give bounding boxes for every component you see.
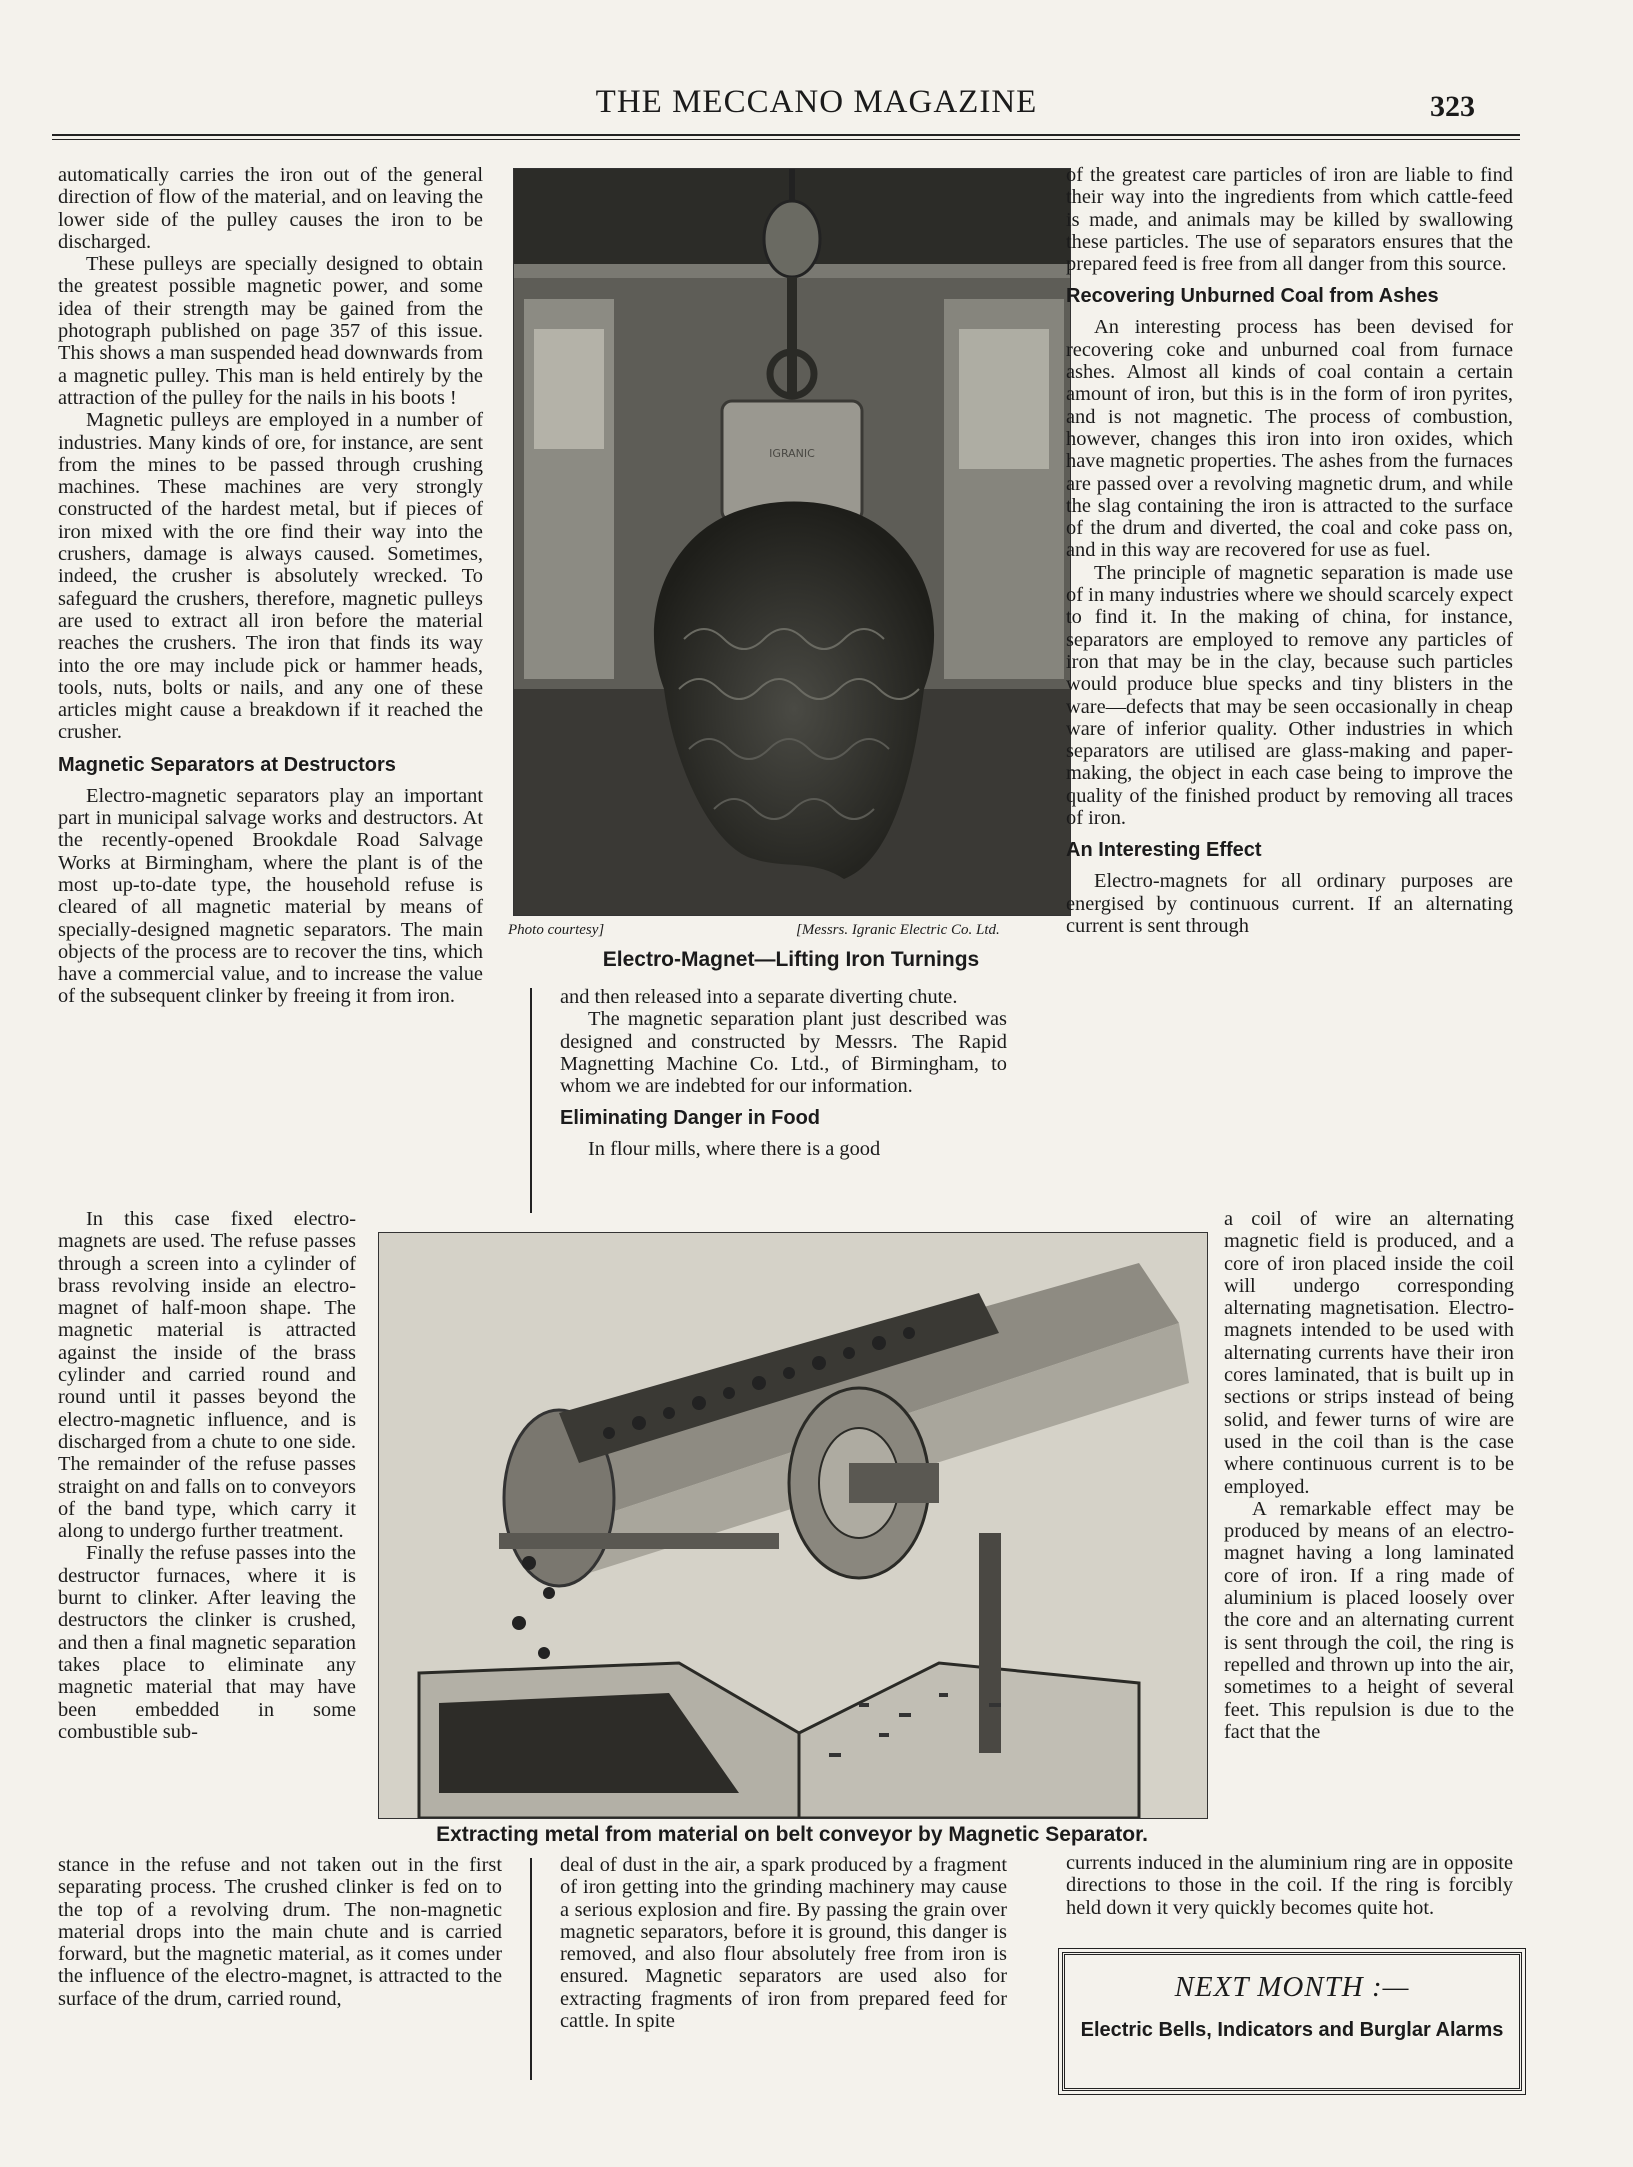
next-month-label: NEXT MONTH :— [1174, 1971, 1410, 2003]
column-1-bottom [58, 1854, 502, 2010]
paragraph: The magnetic separation plant just described was designed and constructed by Messrs. The Rapid Magnetting Machine Co. Ltd., of Birmingham, to whom we are indebted for our information. [560, 1008, 1007, 1098]
column-2-bottom [560, 1854, 1007, 2032]
column-1-top [58, 164, 483, 1008]
paragraph: Electro-magnetic separators play an important part in municipal salvage works and destructors. At the recently-opened Brookdale Road Salvage Works at Birmingham, where the plant is of the most up-to-date type, the household refuse is cleared of all magnetic material by means of specially-designed magnetic separators. The main objects of the process are to recover the tins, which have a commercial value, and to increase the value of the subsequent clinker by freeing it from iron. [58, 784, 483, 1008]
section-heading-coal: Recovering Unburned Coal from Ashes [1066, 285, 1439, 308]
paragraph: Magnetic pulleys are employed in a number of industries. Many kinds of ore, for instance, are sent from the mines to be passed through crushing machines. These machines are very strongly constructed of the hardest metal, but if pieces of iron mixed with the ore find their way into the crushers, damage is always caused. Sometimes, indeed, the crusher is absolutely wrecked. To safeguard the crushers, therefore, magnetic pulleys are used to extract all iron before the material reaches the crushers. The iron that finds its way into the ore may include pick or hammer heads, tools, nuts, bolts or nails, and any one of these articles might cause a breakdown if it reached the crusher. [58, 409, 483, 744]
column-2-mid [560, 986, 1007, 1161]
photo-caption-conveyor: Extracting metal from material on belt conveyor by Magnetic Separator. [436, 1823, 1148, 1846]
conveyor-separator-photo [378, 1232, 1208, 1819]
paragraph: stance in the refuse and not taken out in the first separating process. The crushed clinker is fed on to the top of a revolving drum. The non-magnetic material drops into the main chute and is carried forward, but the magnetic material, as it comes under the influence of the electro-magnet, is attracted to the surface of the drum, carried round, [58, 1854, 502, 2010]
paragraph: and then released into a separate diverting chute. [560, 986, 958, 1008]
column-divider [530, 988, 532, 1213]
section-heading-destructors: Magnetic Separators at Destructors [58, 753, 396, 776]
column-3-bottom [1066, 1852, 1513, 1919]
column-divider [530, 1858, 532, 2080]
photo-credit-left: Photo courtesy] [508, 922, 605, 938]
paragraph: In flour mills, where there is a good [588, 1138, 881, 1161]
paragraph: a coil of wire an alternating magnetic field is produced, and a core of iron placed inside the coil will undergo corresponding alternating magnetisation. Electro-magnets intended to be used with alternating currents have their iron cores laminated, that is built up in sections or strips instead of being solid, and fewer turns of wire are used in the coil than is the case where continuous current is to be employed. [1224, 1208, 1514, 1498]
paragraph: automatically carries the iron out of the general direction of flow of the material, and on leaving the lower side of the pulley causes the iron to be discharged. [58, 164, 483, 253]
column-3-top [1066, 164, 1513, 937]
paragraph: Electro-magnets for all ordinary purposes are energised by continuous current. If an alternating current is sent through [1066, 870, 1513, 937]
paragraph: In this case fixed electro-magnets are used. The refuse passes through a screen into a cylinder of brass revolving inside an electro-magnet of half-moon shape. The magnetic material is attracted against the inside of the brass cylinder and carried round and round until it passes beyond the electro-magnetic influence, and is discharged from a chute to one side. The remainder of the refuse passes straight on and falls on to conveyors of the band type, which carry it along to undergo further treatment. [58, 1208, 356, 1543]
paragraph: Finally the refuse passes into the destructor furnaces, where it is burnt to clinker. After leaving the destructors the clinker is crushed, and then a final magnetic separation takes place to eliminate any magnetic material that may have been embedded in some combustible sub- [58, 1542, 356, 1743]
paragraph: currents induced in the aluminium ring are in opposite directions to those in the coil. If the ring is forcibly held down it very quickly becomes quite hot. [1066, 1852, 1513, 1919]
magazine-title: THE MECCANO MAGAZINE [595, 84, 1038, 120]
paragraph: of the greatest care particles of iron are liable to find their way into the ingredients from which cattle-feed is made, and animals may be killed by swallowing these particles. The use of separators ensures that the prepared feed is free from all danger from this source. [1066, 164, 1513, 276]
magnet-label: IGRANIC [769, 447, 815, 460]
paragraph: These pulleys are specially designed to obtain the greatest possible magnetic power, and some idea of their strength may be gained from the photograph published on page 357 of this issue. This shows a man suspended head downwards from a magnetic pulley. This man is held entirely by the attraction of the pulley for the nails in his boots ! [58, 253, 483, 409]
next-month-box [1062, 1952, 1522, 2091]
page-number: 323 [1430, 90, 1475, 123]
photo-caption-magnet: Electro-Magnet—Lifting Iron Turnings [602, 948, 980, 971]
photo-credit-right: [Messrs. Igranic Electric Co. Ltd. [796, 922, 1000, 938]
conveyor-separator-illustration [379, 1233, 1207, 1818]
header-rule-thin [52, 139, 1520, 140]
paragraph: A remarkable effect may be produced by means of an electro-magnet having a long laminated core of iron. If a ring made of aluminium is placed loosely over the core and an alternating current is sent through the coil, the ring is repelled and thrown up into the air, sometimes to a height of several feet. This repulsion is due to the fact that the [1224, 1497, 1514, 1743]
section-heading-effect: An Interesting Effect [1066, 839, 1262, 862]
section-heading-food: Eliminating Danger in Food [560, 1107, 820, 1130]
column-1-narrow [58, 1208, 356, 1743]
paragraph: The principle of magnetic separation is made use of in many industries where we should scarcely expect to find it. In the making of china, for instance, separators are employed to remove any particles of iron that may be in the clay, because such particles would produce blue specks and tiny blisters in the ware—defects that may be seen occasionally in cheap ware of inferior quality. Other industries in which separators are utilised are glass-making and paper-making, the object in each case being to improve the quality of the finished product by removing all traces of iron. [1066, 561, 1513, 830]
paragraph: deal of dust in the air, a spark produced by a fragment of iron getting into the grinding machinery may cause a serious explosion and fire. By passing the grain over magnetic separators, before it is ground, this danger is removed, and also flour absolutely free from iron is ensured. Magnetic separators are used also for extracting fragments of iron from prepared feed for cattle. In spite [560, 1854, 1007, 2033]
header-rule [52, 134, 1520, 136]
column-3-narrow [1224, 1208, 1514, 1743]
electro-magnet-illustration [514, 169, 1070, 915]
electro-magnet-photo [513, 168, 1071, 916]
next-month-title: Electric Bells, Indicators and Burglar Alarms [1080, 2019, 1504, 2041]
paragraph: An interesting process has been devised for recovering coke and unburned coal from furnace ashes. Almost all kinds of coal contain a certain amount of iron, but this is in the form of iron pyrites, and is not magnetic. The process of combustion, however, changes this iron into iron oxides, which have magnetic properties. The ashes from the furnaces are passed over a revolving magnetic drum, and while the slag containing the iron is attracted to the surface of the drum and diverted, the coal and coke pass on, and in this way are recovered for use as fuel. [1066, 316, 1513, 562]
